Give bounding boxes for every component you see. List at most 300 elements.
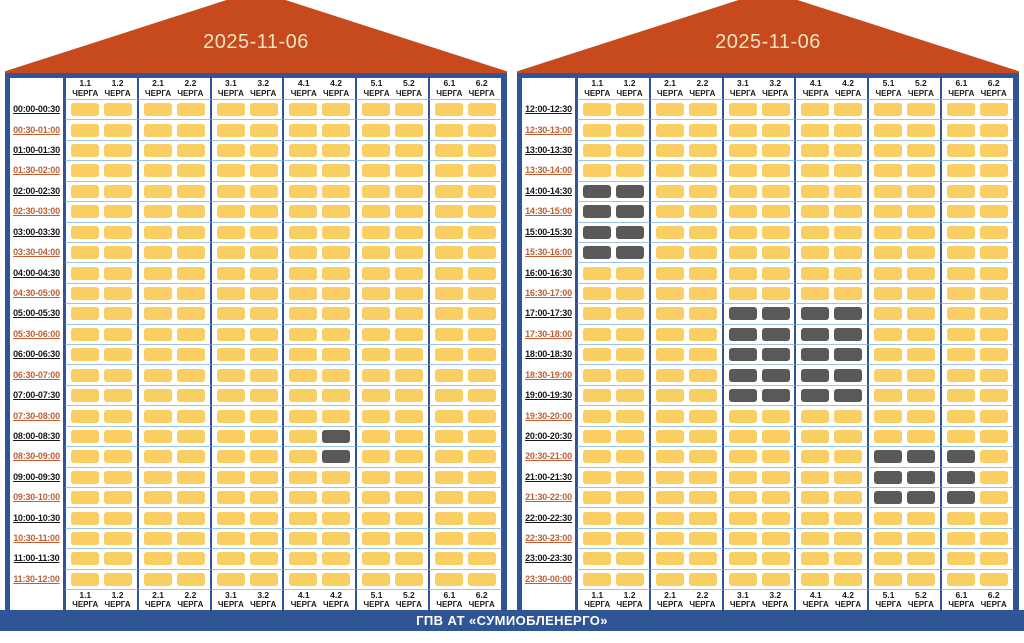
queue-group-1 <box>65 487 138 507</box>
schedule-cell-2.2 <box>177 226 205 239</box>
queue-number: 2.1 <box>664 589 676 600</box>
schedule-cell-6.2 <box>468 410 496 423</box>
time-label-cell <box>10 181 65 201</box>
queue-number: 5.2 <box>914 589 927 600</box>
schedule-cell-4.1 <box>801 164 829 177</box>
queue-group-4 <box>795 364 868 384</box>
schedule-grid-morning <box>10 78 502 610</box>
schedule-cell-6.2 <box>468 328 496 341</box>
schedule-cell-6.2 <box>468 532 496 545</box>
schedule-row <box>10 364 502 384</box>
queue-number: 2.2 <box>696 589 709 600</box>
schedule-cell-3.2 <box>762 287 790 300</box>
schedule-cell-1.2 <box>616 471 644 484</box>
schedule-row <box>10 344 502 364</box>
schedule-cell-4.2 <box>322 246 350 259</box>
queue-group-6 <box>941 303 1014 323</box>
queue-word: ЧЕРГА <box>729 600 756 610</box>
schedule-cell-3.2 <box>250 124 278 137</box>
schedule-cell-1.1 <box>71 144 99 157</box>
queue-header-6.2 <box>981 79 1007 98</box>
queue-group-3 <box>211 385 284 405</box>
queue-group-6 <box>941 160 1014 180</box>
queue-group-3 <box>723 344 796 364</box>
queue-number: 2.2 <box>184 589 197 600</box>
schedule-cell-5.1 <box>874 185 902 198</box>
schedule-cell-1.1 <box>583 532 611 545</box>
schedule-cell-1.1 <box>71 124 99 137</box>
queue-group-3 <box>211 140 284 160</box>
queue-group-3 <box>211 283 284 303</box>
queue-number: 5.1 <box>370 589 383 600</box>
schedule-cell-2.1 <box>144 226 172 239</box>
schedule-cell-6.2 <box>980 307 1008 320</box>
schedule-cell-3.1 <box>217 471 245 484</box>
schedule-cell-6.1 <box>435 532 463 545</box>
time-label-cell <box>10 99 65 119</box>
schedule-cell-6.1 <box>435 164 463 177</box>
schedule-cell-6.2 <box>980 328 1008 341</box>
queue-group-6 <box>941 467 1014 487</box>
queue-group-6 <box>429 344 502 364</box>
schedule-cell-1.2 <box>616 348 644 361</box>
schedule-cell-1.2 <box>104 369 132 382</box>
schedule-cell-1.2 <box>616 267 644 280</box>
schedule-cell-2.1 <box>144 328 172 341</box>
schedule-cell-1.2 <box>616 287 644 300</box>
schedule-cell-2.2 <box>177 410 205 423</box>
queue-number: 3.2 <box>769 589 782 600</box>
queue-header-6.1 <box>948 79 974 98</box>
schedule-cell-5.1 <box>362 307 390 320</box>
queue-group-6 <box>429 324 502 344</box>
schedule-cell-6.1 <box>435 226 463 239</box>
queue-group-1 <box>577 426 650 446</box>
queue-number: 1.2 <box>111 589 124 600</box>
schedule-row <box>10 507 502 527</box>
schedule-cell-1.1 <box>583 124 611 137</box>
schedule-row <box>522 467 1014 487</box>
schedule-cell-3.1 <box>729 328 757 341</box>
queue-group-5 <box>868 548 941 568</box>
queue-group-2 <box>650 487 723 507</box>
queue-group-4 <box>795 446 868 466</box>
schedule-cell-4.2 <box>834 164 862 177</box>
queue-word: ЧЕРГА <box>177 600 204 610</box>
schedule-cell-5.1 <box>362 124 390 137</box>
queue-group-6 <box>429 467 502 487</box>
queue-group-5 <box>868 99 941 119</box>
queue-group-5 <box>868 283 941 303</box>
schedule-row <box>522 222 1014 242</box>
schedule-cell-4.2 <box>322 164 350 177</box>
queue-header-2.2 <box>177 79 203 98</box>
queue-group-5 <box>868 222 941 242</box>
queue-group-3 <box>211 426 284 446</box>
schedule-cell-5.1 <box>874 205 902 218</box>
schedule-cell-4.1 <box>289 532 317 545</box>
queue-group-2 <box>650 242 723 262</box>
queue-group-3 <box>211 507 284 527</box>
queue-group-5 <box>868 242 941 262</box>
schedule-cell-3.2 <box>762 389 790 402</box>
queue-group-5 <box>356 99 429 119</box>
schedule-cell-5.2 <box>395 512 423 525</box>
queue-number: 2.1 <box>664 78 676 89</box>
time-label: 16:30-17:00 <box>525 288 572 298</box>
queue-group-6 <box>429 78 502 99</box>
schedule-cell-1.2 <box>616 410 644 423</box>
schedule-cell-4.1 <box>289 164 317 177</box>
schedule-cell-2.2 <box>177 144 205 157</box>
schedule-cell-2.1 <box>656 103 684 116</box>
schedule-cell-5.1 <box>362 226 390 239</box>
queue-group-5 <box>356 364 429 384</box>
schedule-cell-4.2 <box>834 226 862 239</box>
time-label: 18:00-18:30 <box>525 349 572 360</box>
schedule-cell-3.2 <box>762 450 790 463</box>
queue-group-6 <box>429 569 502 589</box>
queue-group-4 <box>795 262 868 282</box>
time-label-cell <box>522 222 577 242</box>
schedule-cell-5.1 <box>362 348 390 361</box>
schedule-cell-4.2 <box>834 532 862 545</box>
schedule-cell-2.1 <box>144 512 172 525</box>
schedule-cell-5.2 <box>395 307 423 320</box>
schedule-cell-6.1 <box>947 205 975 218</box>
schedule-cell-2.1 <box>144 552 172 565</box>
schedule-cell-2.2 <box>177 491 205 504</box>
schedule-cell-4.1 <box>801 430 829 443</box>
schedule-cell-6.2 <box>980 103 1008 116</box>
time-label: 04:00-04:30 <box>13 267 60 278</box>
time-label-cell <box>10 283 65 303</box>
schedule-row <box>522 181 1014 201</box>
schedule-cell-6.1 <box>435 328 463 341</box>
schedule-cell-4.2 <box>322 287 350 300</box>
queue-group-2 <box>650 569 723 589</box>
queue-header-4.2 <box>323 591 349 610</box>
schedule-cell-1.2 <box>616 369 644 382</box>
queue-group-6 <box>429 446 502 466</box>
schedule-cell-6.1 <box>435 144 463 157</box>
schedule-cell-5.1 <box>362 552 390 565</box>
queue-group-4 <box>283 140 356 160</box>
schedule-row <box>10 201 502 221</box>
queue-group-6 <box>429 262 502 282</box>
schedule-cell-6.1 <box>435 348 463 361</box>
time-label: 15:00-15:30 <box>525 226 572 237</box>
queue-group-1 <box>577 487 650 507</box>
queue-group-3 <box>723 201 796 221</box>
schedule-cell-4.2 <box>834 144 862 157</box>
schedule-cell-2.1 <box>656 450 684 463</box>
schedule-cell-5.2 <box>907 103 935 116</box>
panel-evening <box>517 0 1019 610</box>
queue-group-6 <box>941 548 1014 568</box>
schedule-row <box>522 385 1014 405</box>
schedule-cell-3.1 <box>217 369 245 382</box>
queue-group-1 <box>577 405 650 425</box>
schedule-cell-5.2 <box>395 124 423 137</box>
schedule-row <box>522 507 1014 527</box>
queue-group-5 <box>356 324 429 344</box>
schedule-cell-4.1 <box>801 287 829 300</box>
queue-group-4 <box>795 385 868 405</box>
queue-word: ЧЕРГА <box>323 88 350 98</box>
queue-group-5 <box>356 262 429 282</box>
schedule-cell-5.1 <box>874 471 902 484</box>
schedule-cell-3.2 <box>250 532 278 545</box>
queue-header-2.1 <box>657 79 683 98</box>
queue-header-3.1 <box>218 591 244 610</box>
queue-group-1 <box>577 78 650 99</box>
queue-group-6 <box>941 324 1014 344</box>
schedule-row <box>522 364 1014 384</box>
queue-word: ЧЕРГА <box>802 88 829 98</box>
queue-group-6 <box>429 385 502 405</box>
queue-group-2 <box>650 467 723 487</box>
schedule-cell-4.1 <box>801 389 829 402</box>
schedule-cell-3.1 <box>217 205 245 218</box>
queue-header-6.2 <box>981 591 1007 610</box>
schedule-cell-4.2 <box>322 103 350 116</box>
time-label: 19:00-19:30 <box>525 390 572 401</box>
schedule-cell-3.2 <box>250 573 278 586</box>
queue-group-2 <box>650 303 723 323</box>
queue-group-5 <box>356 548 429 568</box>
schedule-cell-1.2 <box>616 491 644 504</box>
schedule-cell-1.2 <box>104 185 132 198</box>
queue-group-5 <box>356 569 429 589</box>
schedule-cell-6.2 <box>468 471 496 484</box>
schedule-cell-2.1 <box>656 430 684 443</box>
queue-group-3 <box>211 262 284 282</box>
schedule-cell-6.1 <box>435 287 463 300</box>
schedule-cell-5.2 <box>395 164 423 177</box>
queue-group-2 <box>650 528 723 548</box>
queue-group-1 <box>577 548 650 568</box>
queue-header-4.2 <box>835 79 861 98</box>
time-label-cell <box>10 548 65 568</box>
schedule-cell-6.2 <box>980 246 1008 259</box>
schedule-cell-4.1 <box>801 103 829 116</box>
schedule-cell-2.2 <box>689 410 717 423</box>
schedule-cell-6.1 <box>435 205 463 218</box>
queue-word: ЧЕРГА <box>689 600 716 610</box>
date-label-right: 2025-11-06 <box>715 31 821 53</box>
schedule-cell-3.2 <box>762 328 790 341</box>
schedule-cell-6.1 <box>947 389 975 402</box>
schedule-cell-2.2 <box>689 307 717 320</box>
queue-number: 3.1 <box>737 589 749 600</box>
queue-group-1 <box>65 99 138 119</box>
queue-word: ЧЕРГА <box>657 88 684 98</box>
schedule-cell-5.2 <box>395 389 423 402</box>
queue-group-5 <box>868 140 941 160</box>
schedule-cell-4.2 <box>322 512 350 525</box>
time-label-cell <box>10 324 65 344</box>
schedule-cell-3.1 <box>217 307 245 320</box>
schedule-cell-4.2 <box>322 205 350 218</box>
schedule-cell-6.1 <box>947 124 975 137</box>
schedule-cell-2.2 <box>689 491 717 504</box>
schedule-cell-2.2 <box>177 573 205 586</box>
time-label: 01:00-01:30 <box>13 145 60 156</box>
schedule-cell-6.1 <box>947 532 975 545</box>
schedule-cell-5.2 <box>395 103 423 116</box>
queue-group-1 <box>65 262 138 282</box>
queue-group-5 <box>868 119 941 139</box>
schedule-cell-1.1 <box>583 246 611 259</box>
time-label: 02:30-03:00 <box>13 206 60 217</box>
queue-number: 3.1 <box>225 78 237 89</box>
queue-group-1 <box>577 507 650 527</box>
schedule-row <box>10 242 502 262</box>
time-label-cell <box>522 160 577 180</box>
schedule-cell-3.2 <box>762 410 790 423</box>
schedule-cell-6.2 <box>980 267 1008 280</box>
schedule-row <box>522 405 1014 425</box>
queue-header-1.2 <box>617 591 643 610</box>
schedule-cell-5.2 <box>907 512 935 525</box>
queue-group-6 <box>941 426 1014 446</box>
queue-group-4 <box>283 487 356 507</box>
queue-group-5 <box>356 426 429 446</box>
schedule-row <box>522 324 1014 344</box>
queue-header-1.1 <box>72 79 98 98</box>
queue-group-3 <box>723 528 796 548</box>
schedule-cell-4.2 <box>322 348 350 361</box>
queue-group-1 <box>577 242 650 262</box>
schedule-cell-3.2 <box>250 471 278 484</box>
schedule-cell-3.1 <box>729 512 757 525</box>
schedule-cell-6.2 <box>980 389 1008 402</box>
queue-group-3 <box>211 242 284 262</box>
queue-group-2 <box>138 181 211 201</box>
schedule-cell-2.2 <box>177 307 205 320</box>
schedule-cell-6.2 <box>468 267 496 280</box>
queue-group-2 <box>650 385 723 405</box>
schedule-cell-1.2 <box>616 532 644 545</box>
queue-group-2 <box>650 364 723 384</box>
schedule-cell-2.1 <box>144 124 172 137</box>
schedule-cell-3.1 <box>729 246 757 259</box>
schedule-cell-3.1 <box>217 246 245 259</box>
schedule-cell-3.1 <box>729 103 757 116</box>
queue-group-4 <box>283 446 356 466</box>
schedule-cell-6.2 <box>980 348 1008 361</box>
queue-number: 1.2 <box>623 589 636 600</box>
queue-group-3 <box>723 548 796 568</box>
schedule-cell-3.1 <box>217 226 245 239</box>
queue-word: ЧЕРГА <box>802 600 829 610</box>
queue-group-5 <box>356 487 429 507</box>
schedule-cell-1.1 <box>71 287 99 300</box>
queue-group-2 <box>138 119 211 139</box>
schedule-cell-4.1 <box>801 369 829 382</box>
schedule-cell-3.2 <box>762 246 790 259</box>
schedule-cell-1.2 <box>616 450 644 463</box>
queue-group-5 <box>868 467 941 487</box>
queue-group-2 <box>138 201 211 221</box>
schedule-row <box>522 262 1014 282</box>
queue-group-6 <box>429 487 502 507</box>
queue-group-5 <box>868 344 941 364</box>
schedule-cell-1.2 <box>104 430 132 443</box>
schedule-cell-5.1 <box>362 103 390 116</box>
queue-group-1 <box>65 78 138 99</box>
time-label: 18:30-19:00 <box>525 369 572 380</box>
schedule-cell-5.1 <box>874 103 902 116</box>
schedule-cell-2.1 <box>656 512 684 525</box>
queue-group-2 <box>138 426 211 446</box>
queue-group-4 <box>795 283 868 303</box>
schedule-cell-1.2 <box>104 226 132 239</box>
schedule-cell-1.1 <box>71 185 99 198</box>
schedule-cell-6.1 <box>947 267 975 280</box>
time-label: 16:00-16:30 <box>525 267 572 278</box>
schedule-cell-5.1 <box>874 450 902 463</box>
schedule-cell-2.2 <box>689 471 717 484</box>
queue-word: ЧЕРГА <box>363 88 390 98</box>
schedule-cell-2.1 <box>656 287 684 300</box>
queue-group-6 <box>941 569 1014 589</box>
schedule-cell-4.1 <box>289 185 317 198</box>
queue-group-5 <box>356 201 429 221</box>
queue-word: ЧЕРГА <box>290 88 317 98</box>
queue-group-3 <box>211 303 284 323</box>
queue-footer-row <box>10 589 502 610</box>
queue-header-5.1 <box>876 79 902 98</box>
schedule-cell-2.2 <box>689 246 717 259</box>
schedule-cell-1.1 <box>583 348 611 361</box>
time-label-cell <box>522 467 577 487</box>
schedule-cell-1.2 <box>616 226 644 239</box>
queue-group-3 <box>723 324 796 344</box>
schedule-cell-2.2 <box>177 205 205 218</box>
queue-word: ЧЕРГА <box>657 600 684 610</box>
schedule-cell-5.1 <box>874 573 902 586</box>
queue-header-1.2 <box>105 79 131 98</box>
queue-group-1 <box>577 99 650 119</box>
schedule-cell-2.2 <box>177 450 205 463</box>
schedule-cell-2.2 <box>177 348 205 361</box>
schedule-cell-4.1 <box>801 552 829 565</box>
queue-group-4 <box>283 201 356 221</box>
schedule-cell-2.2 <box>177 124 205 137</box>
schedule-row <box>522 446 1014 466</box>
schedule-cell-6.1 <box>947 491 975 504</box>
queue-group-4 <box>283 262 356 282</box>
queue-group-5 <box>356 140 429 160</box>
schedule-cell-3.2 <box>250 164 278 177</box>
queue-group-3 <box>723 487 796 507</box>
schedule-cell-5.1 <box>362 532 390 545</box>
schedule-cell-1.1 <box>583 144 611 157</box>
queue-word: ЧЕРГА <box>907 600 934 610</box>
schedule-row <box>10 426 502 446</box>
queue-group-5 <box>868 78 941 99</box>
queue-group-6 <box>429 528 502 548</box>
schedule-cell-5.2 <box>907 471 935 484</box>
schedule-cell-1.1 <box>583 573 611 586</box>
schedule-cell-3.2 <box>250 185 278 198</box>
queue-number: 4.1 <box>809 589 822 600</box>
queue-group-5 <box>356 242 429 262</box>
schedule-cell-5.1 <box>362 205 390 218</box>
queue-number: 3.2 <box>769 78 782 89</box>
